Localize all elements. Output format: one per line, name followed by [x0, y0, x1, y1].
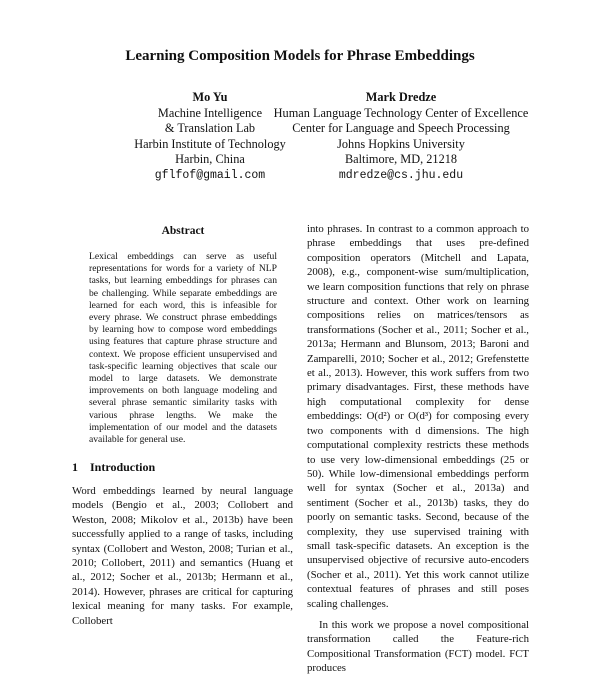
author-affiliation-line: Harbin, China	[175, 152, 245, 167]
author-affiliation-line: Human Language Technology Center of Excellence	[273, 105, 529, 120]
introduction-text: Word embeddings learned by neural language models (Bengio et al., 2003; Collobert and Weston, 2008; Mikolov et al., 2013b) have been successfully applied to a range of tasks, including syntax (Collobert and Weston, 2008; Turian et al., 2010; Collobert, 2011) and semantics (Huang et al., 2012; Socher et al., 2013b; Hermann et al., 2014). However, phrases are critical for capturing lexical meaning for many tasks. For example, Collobert	[72, 485, 293, 627]
author-email: gflfof@gmail.com	[154, 168, 266, 182]
author-affiliation-line: Johns Hopkins University	[337, 136, 465, 151]
author-affiliation-line: Center for Language and Speech Processing	[292, 121, 510, 136]
abstract-heading: Abstract	[161, 225, 205, 237]
author-affiliation-line: Baltimore, MD, 21218	[344, 152, 458, 167]
author-email: mdredze@cs.jhu.edu	[338, 168, 464, 182]
paper-title: Learning Composition Models for Phrase Embeddings	[125, 48, 475, 64]
author-affiliation-line: Machine Intelligence	[157, 105, 263, 120]
section-heading	[72, 460, 292, 475]
right-paragraph-2: In this work we propose a novel compositional transformation called the Feature-rich Compositional Transformation (FCT) model. FCT produces	[307, 618, 529, 675]
author-block-2	[272, 90, 530, 184]
author-name: Mark Dredze	[365, 90, 437, 104]
section-title: Introduction	[90, 460, 156, 474]
right-paragraph-1: into phrases. In contrast to a common approach to phrase embeddings that uses pre-defined composition operators (Mitchell and Lapata, 2008), e.g., component-wise sum/multiplication, we learn composition functions that rely on phrase structure and context. Other work on learning compositions relies on matrices/tensors as transformations (Socher et al., 2011; Socher et al., 2013a; Hermann and Blunsom, 2013; Baroni and Zamparelli, 2010; Socher et al., 2012; Grefenstette et al., 2013). However, this work suffers from two primary disadvantages. First, these methods have high computational complexity for dense embeddings: O(d²) or O(d³) for composing every two components with d dimensions. The high computational complexity restricts these methods to use very low-dimensional embeddings (25 or 50). While low-dimensional embeddings perform well for syntax (Socher et al., 2013a) and sentiment (Socher et al., 2013b) tasks, they do poorly on semantic tasks. Second, because of the complexity, they use supervised training with small task-specific datasets. An exception is the unsupervised objective of recursive auto-encoders (Socher et al., 2011). Yet this work cannot utilize contextual features of phrases and still poses scaling challenges.	[307, 223, 529, 610]
author-name: Mo Yu	[192, 90, 228, 104]
right-column	[307, 222, 529, 675]
author-affiliation-line: Harbin Institute of Technology	[134, 136, 286, 151]
abstract-text: Lexical embeddings can serve as useful representations for words for a variety of NLP tasks, but learning embeddings for phrases can be challenging. While separate embeddings are learned for each word, this is infeasible for every phrase. We construct phrase embeddings by learning how to compose word embeddings using features that capture phrase structure and context. We propose efficient unsupervised and task-specific learning objectives that scale our model to large datasets. We demonstrate improvements on both language modeling and several phrase semantic similarity tasks with various phrase lengths. We make the implementation of our model and the datasets available for general use.	[89, 251, 277, 446]
section-number: 1	[72, 460, 78, 474]
author-affiliation-line: & Translation Lab	[164, 121, 256, 136]
